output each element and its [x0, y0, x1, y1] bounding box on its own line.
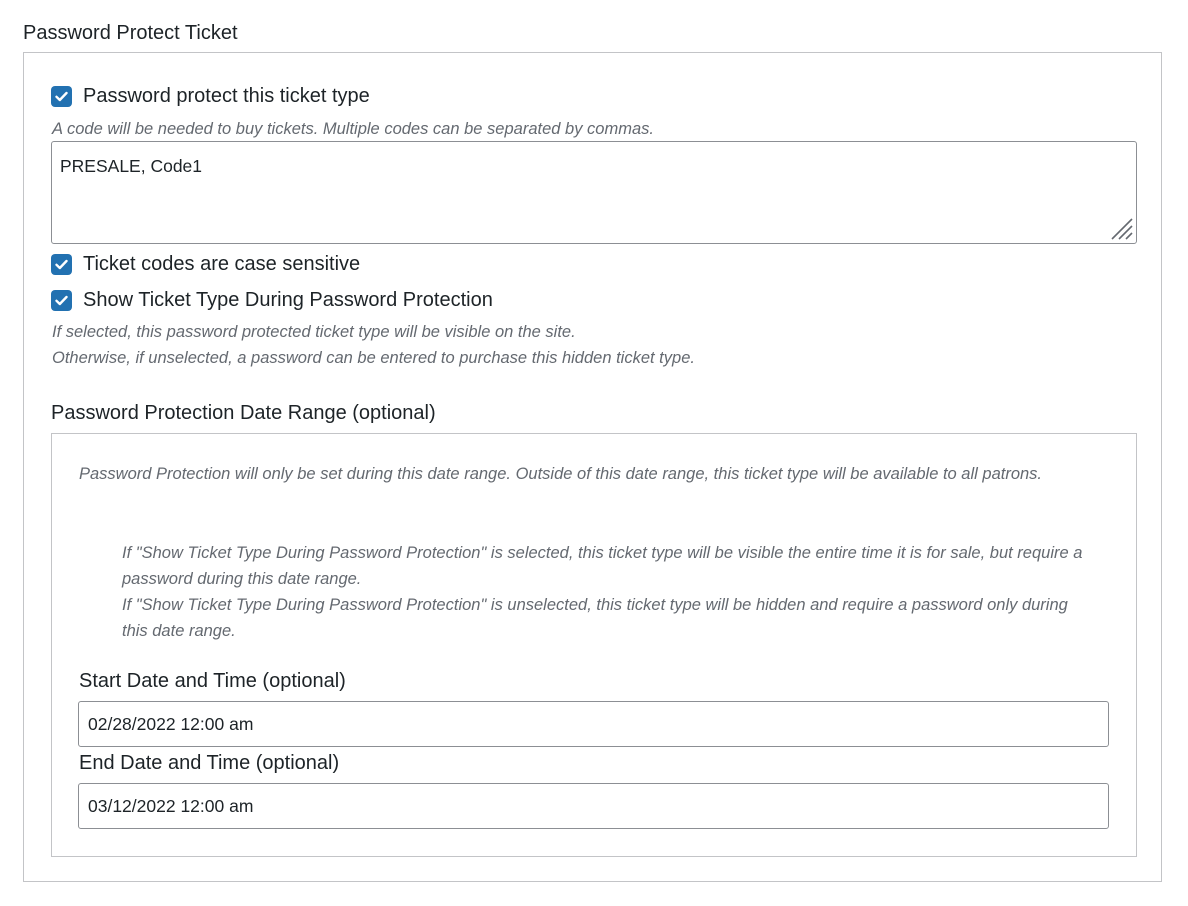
- end-date-input[interactable]: [78, 783, 1109, 829]
- checkmark-icon: [55, 295, 68, 306]
- password-codes-value: PRESALE, Code1: [60, 156, 203, 176]
- password-codes-textarea[interactable]: [51, 141, 1137, 244]
- case-sensitive-checkbox-row[interactable]: [51, 252, 360, 276]
- start-date-value: 02/28/2022 12:00 am: [88, 714, 254, 734]
- start-date-input[interactable]: [78, 701, 1109, 747]
- show-ticket-type-checkbox-row[interactable]: [51, 288, 493, 312]
- start-date-label: Start Date and Time (optional): [79, 670, 346, 692]
- checkmark-icon: [55, 259, 68, 270]
- password-codes-help: A code will be needed to buy tickets. Multiple codes can be separated by commas.: [52, 120, 654, 138]
- show-ticket-type-checkbox[interactable]: [51, 290, 72, 311]
- password-protect-checkbox-row[interactable]: [51, 84, 370, 108]
- date-range-note-unselected: If "Show Ticket Type During Password Protection" is unselected, this ticket type will be hidden and require a password only during this date range.: [122, 596, 1068, 640]
- date-range-intro: Password Protection will only be set during this date range. Outside of this date range, this ticket type will be available to all patrons.: [79, 465, 1043, 483]
- end-date-value: 03/12/2022 12:00 am: [88, 796, 254, 816]
- password-protect-label: Password protect this ticket type: [83, 85, 370, 107]
- password-protect-checkbox[interactable]: [51, 86, 72, 107]
- case-sensitive-label: Ticket codes are case sensitive: [83, 253, 361, 275]
- show-ticket-type-help-2: Otherwise, if unselected, a password can be entered to purchase this hidden ticket type.: [52, 349, 695, 367]
- checkmark-icon: [55, 91, 68, 102]
- end-date-label: End Date and Time (optional): [79, 752, 340, 774]
- show-ticket-type-label: Show Ticket Type During Password Protection: [83, 289, 493, 311]
- date-range-note-selected: If "Show Ticket Type During Password Protection" is selected, this ticket type will be visible the entire time it is for sale, but require a password during this date range.: [122, 544, 1083, 588]
- show-ticket-type-help-1: If selected, this password protected ticket type will be visible on the site.: [52, 323, 576, 341]
- page-title: Password Protect Ticket: [23, 22, 238, 44]
- date-range-title: Password Protection Date Range (optional): [51, 402, 436, 424]
- resize-handle-icon[interactable]: [1108, 215, 1134, 241]
- case-sensitive-checkbox[interactable]: [51, 254, 72, 275]
